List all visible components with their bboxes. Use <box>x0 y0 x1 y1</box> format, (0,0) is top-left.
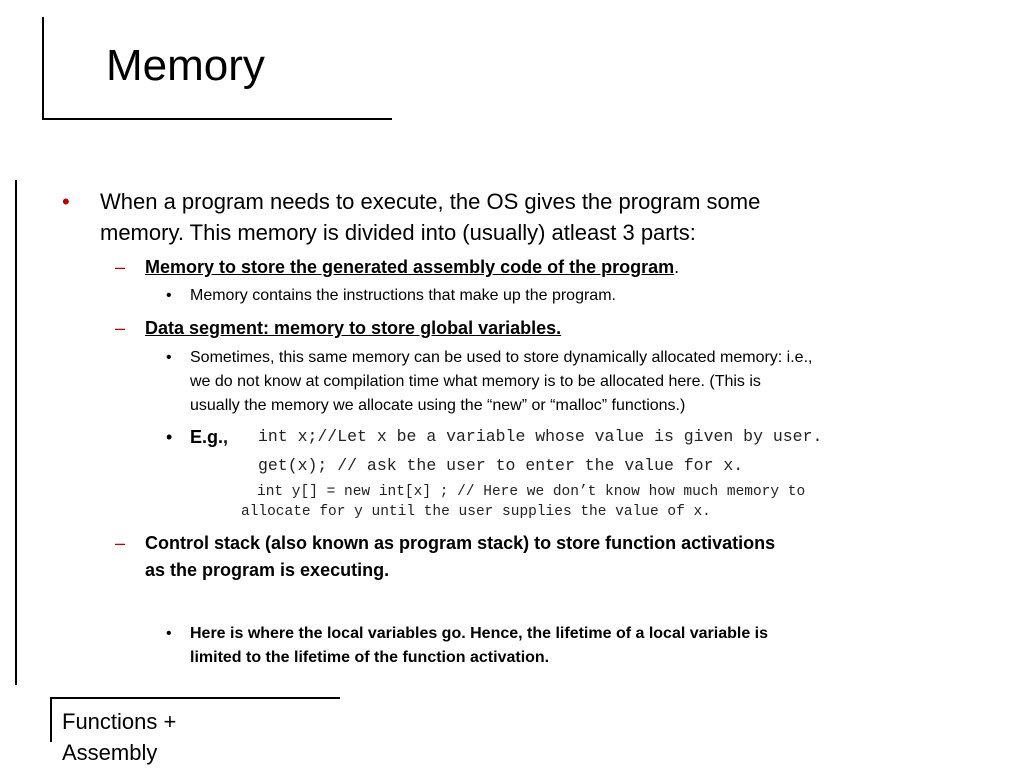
part2-sub-line-3: usually the memory we allocate using the “new” or “malloc” functions.) <box>190 397 686 414</box>
part3-line-2: as the program is executing. <box>145 560 390 580</box>
code-line-3: int y[] = new int[x] ; // Here we don’t know how much memory to <box>257 484 806 500</box>
footer-line-1: Functions + <box>62 709 177 734</box>
code-line-4: allocate for y until the user supplies the value of x. <box>241 504 711 520</box>
code-line-2: get(x); // ask the user to enter the value for x. <box>258 456 744 475</box>
part1-sub-text: Memory contains the instructions that make up the program. <box>190 287 616 304</box>
part3-sub-line-2: limited to the lifetime of the function activation. <box>190 649 550 666</box>
part3-sub-bullet: • <box>166 625 172 642</box>
part1-dash: – <box>115 257 126 277</box>
part1-heading <box>145 254 679 280</box>
part3-dash: – <box>115 533 126 553</box>
intro-line-2: memory. This memory is divided into (usually) atleast 3 parts: <box>100 220 696 245</box>
code-line-1: int x;//Let x be a variable whose value is given by user. <box>258 427 823 446</box>
intro-bullet: • <box>62 189 70 214</box>
part2-sub-bullet: • <box>166 349 172 366</box>
intro-line-1: When a program needs to execute, the OS gives the program some <box>100 189 761 214</box>
part2-sub-line-2: we do not know at compilation time what memory is to be allocated here. (This is <box>190 373 761 390</box>
part3-line-1: Control stack (also known as program stack) to store function activations <box>145 533 776 553</box>
part1-sub-bullet: • <box>166 287 172 304</box>
part3-sub-line-1: Here is where the local variables go. Hence, the lifetime of a local variable is <box>190 625 769 642</box>
part2-sub-line-1: Sometimes, this same memory can be used to store dynamically allocated memory: i.e., <box>190 349 813 366</box>
part1-label: Memory to store the generated assembly code of the program <box>145 257 675 277</box>
footer-line-2: Assembly <box>62 740 158 765</box>
eg-label: E.g., <box>190 427 229 447</box>
eg-bullet: • <box>166 427 173 447</box>
part2-dash: – <box>115 318 126 338</box>
footer-label <box>62 706 176 768</box>
part1-suffix: . <box>674 257 680 277</box>
slide-title: Memory <box>106 41 265 90</box>
part2-heading: Data segment: memory to store global variables. <box>145 318 562 338</box>
